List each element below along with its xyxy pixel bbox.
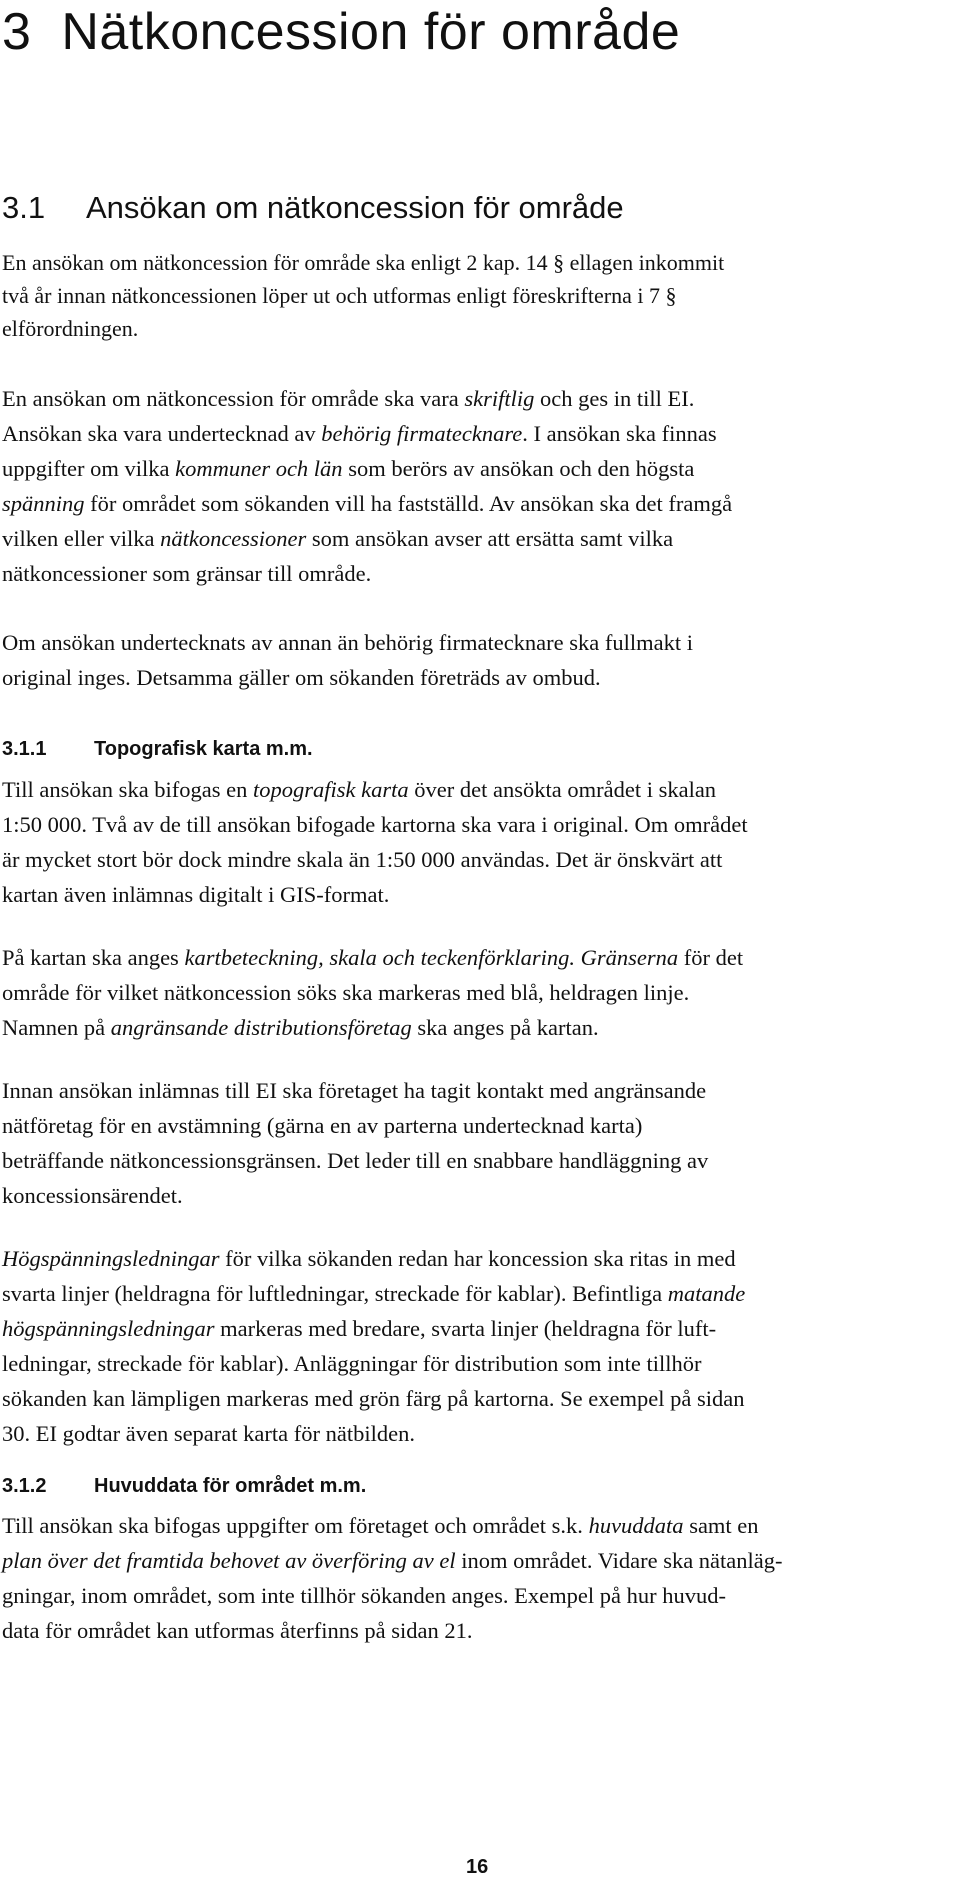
paragraph-line: elförordningen. <box>2 316 139 341</box>
paragraph-line <box>2 940 942 975</box>
italic-run: huvuddata <box>588 1513 684 1538</box>
text-run: markeras med bredare, svarta linjer (heldragna för luft- <box>214 1316 717 1341</box>
italic-run: nätkoncessioner <box>160 526 307 551</box>
paragraph-line: 1:50 000. Två av de till ansökan bifogade kartorna ska vara i original. Om området <box>2 812 748 837</box>
page-number: 16 <box>466 1856 489 1878</box>
paragraph-line <box>2 381 942 416</box>
paragraph-line: nätföretag för en avstämning (gärna en av parterna undertecknad karta) <box>2 1113 643 1138</box>
paragraph-line: gningar, inom området, som inte tillhör sökanden anges. Exempel på hur huvud- <box>2 1583 726 1608</box>
paragraph-line: ledningar, streckade för kablar). Anläggningar för distribution som inte tillhör <box>2 1351 702 1376</box>
text-run: En ansökan om nätkoncession för område ska vara <box>2 386 465 411</box>
text-run: . I ansökan ska finnas <box>522 421 717 446</box>
italic-run: högspänningsledningar <box>2 1316 215 1341</box>
paragraph-line <box>2 1241 942 1276</box>
subsection-number: 3.1.1 <box>2 738 47 760</box>
italic-run: skriftlig <box>464 386 535 411</box>
text-run: Till ansökan ska bifogas en <box>2 777 254 802</box>
paragraph-line <box>2 451 942 486</box>
section-heading <box>2 190 624 226</box>
paragraph-requirements <box>2 381 942 591</box>
subsection-heading-main-data <box>2 1475 366 1498</box>
italic-run: topografisk karta <box>253 777 409 802</box>
paragraph-line: original inges. Detsamma gäller om sökanden företräds av ombud. <box>2 665 601 690</box>
chapter-heading <box>2 2 680 62</box>
italic-run: kommuner och län <box>175 456 343 481</box>
paragraph-power-of-attorney <box>2 625 942 695</box>
italic-run: matande <box>667 1281 746 1306</box>
text-run: inom området. Vidare ska nätanläg- <box>455 1548 783 1573</box>
paragraph-line <box>2 772 942 807</box>
subsection-title: Huvuddata för området m.m. <box>94 1475 367 1497</box>
chapter-title: Nätkoncession för område <box>61 3 681 61</box>
paragraph-line: Innan ansökan inlämnas till EI ska företaget ha tagit kontakt med angränsande <box>2 1078 707 1103</box>
italic-run: kartbeteckning, skala och teckenförklaring. Gränserna <box>184 945 679 970</box>
text-run: som berörs av ansökan och den högsta <box>342 456 695 481</box>
text-run: Ansökan ska vara undertecknad av <box>2 421 322 446</box>
italic-run: spänning <box>2 491 85 516</box>
paragraph-line: två år innan nätkoncessionen löper ut och utformas enligt föreskrifterna i 7 § <box>2 283 677 308</box>
paragraph-line: nätkoncessioner som gränsar till område. <box>2 561 372 586</box>
paragraph-map-markings <box>2 940 942 1045</box>
paragraph-line: kartan även inlämnas digitalt i GIS-format. <box>2 882 390 907</box>
paragraph-intro <box>2 246 942 345</box>
section-number: 3.1 <box>2 190 46 225</box>
text-run: uppgifter om vilka <box>2 456 176 481</box>
text-run: vilken eller vilka <box>2 526 161 551</box>
paragraph-line <box>2 1276 942 1311</box>
subsection-number: 3.1.2 <box>2 1475 47 1497</box>
italic-run: Högspänningsledningar <box>2 1246 220 1271</box>
paragraph-line: sökanden kan lämpligen markeras med grön färg på kartorna. Se exempel på sidan <box>2 1386 745 1411</box>
paragraph-line: En ansökan om nätkoncession för område ska enligt 2 kap. 14 § ellagen inkommit <box>2 250 725 275</box>
text-run: och ges in till EI. <box>534 386 695 411</box>
section-title: Ansökan om nätkoncession för område <box>86 190 624 225</box>
text-run: svarta linjer (heldragna för luftledningar, streckade för kablar). Befintliga <box>2 1281 668 1306</box>
paragraph-line: beträffande nätkoncessionsgränsen. Det leder till en snabbare handläggning av <box>2 1148 709 1173</box>
chapter-number: 3 <box>2 3 32 61</box>
paragraph-line <box>2 486 942 521</box>
text-run: som ansökan avser att ersätta samt vilka <box>306 526 674 551</box>
italic-run: behörig firmatecknare <box>321 421 523 446</box>
paragraph-line <box>2 521 942 556</box>
subsection-title: Topografisk karta m.m. <box>94 738 313 760</box>
paragraph-line: område för vilket nätkoncession söks ska markeras med blå, heldragen linje. <box>2 980 690 1005</box>
italic-run: angränsande distributionsföretag <box>110 1015 412 1040</box>
text-run: Till ansökan ska bifogas uppgifter om företaget och området s.k. <box>2 1513 589 1538</box>
paragraph-high-voltage-lines <box>2 1241 942 1451</box>
paragraph-line: är mycket stort bör dock mindre skala än 1:50 000 användas. Det är önskvärt att <box>2 847 723 872</box>
text-run: för det <box>678 945 744 970</box>
paragraph-main-data <box>2 1508 942 1648</box>
paragraph-line <box>2 416 942 451</box>
paragraph-topographic-map <box>2 772 942 912</box>
text-run: ska anges på kartan. <box>411 1015 599 1040</box>
paragraph-line: Om ansökan undertecknats av annan än behörig firmatecknare ska fullmakt i <box>2 630 693 655</box>
paragraph-line <box>2 1311 942 1346</box>
subsection-heading-map <box>2 738 313 761</box>
paragraph-line <box>2 1508 942 1543</box>
paragraph-line <box>2 1543 942 1578</box>
text-run: samt en <box>683 1513 759 1538</box>
paragraph-line: koncessionsärendet. <box>2 1183 183 1208</box>
text-run: för vilka sökanden redan har koncession ska ritas in med <box>219 1246 736 1271</box>
text-run: över det ansökta området i skalan <box>408 777 717 802</box>
text-run: Namnen på <box>2 1015 111 1040</box>
paragraph-coordination <box>2 1073 942 1213</box>
paragraph-line <box>2 1010 942 1045</box>
paragraph-line: 30. EI godtar även separat karta för nätbilden. <box>2 1421 415 1446</box>
paragraph-line: data för området kan utformas återfinns på sidan 21. <box>2 1618 473 1643</box>
text-run: På kartan ska anges <box>2 945 185 970</box>
text-run: för området som sökanden vill ha fastställd. Av ansökan ska det framgå <box>84 491 733 516</box>
italic-run: plan över det framtida behovet av överföring av el <box>2 1548 456 1573</box>
